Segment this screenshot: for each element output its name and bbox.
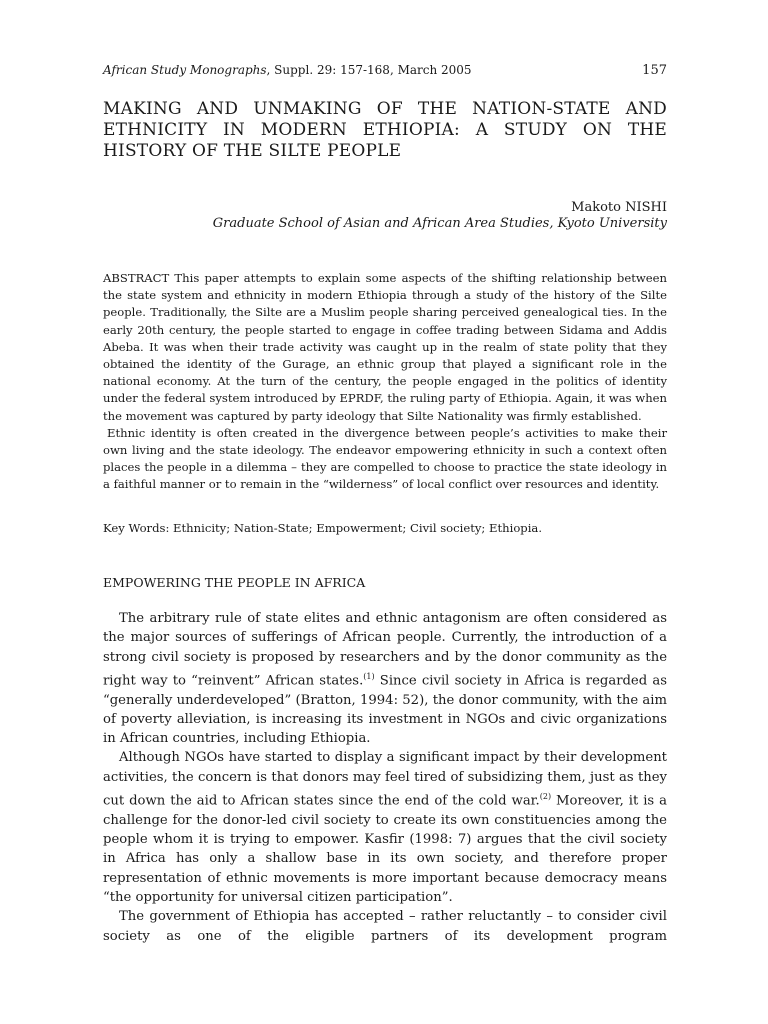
author-name: Makoto NISHI [571,200,667,215]
paper-title: MAKING AND UNMAKING OF THE NATION-STATE AND ETHNICITY IN MODERN ETHIOPIA: A STUDY ON THE HISTORY OF THE SILTE PEOPLE [103,99,667,161]
body-text-span: Since civil society in Africa is regarded as “generally underdeveloped” (Bratton, 1994: 52), the donor community, with the aim of poverty alleviation, is increasing its investment in NGOs and civic organizations in African countries, including Ethiopia. [103,673,667,747]
abstract [103,270,667,494]
abstract-paragraph: ABSTRACT This paper attempts to explain some aspects of the shifting relationship between the state system and ethnicity in modern Ethiopia through a study of the history of the Silte people. Traditionally, the Silte are a Muslim people sharing perceived genealogical ties. In the early 20th century, the people started to engage in coffee trading between Sidama and Addis Abeba. It was when their trade activity was caught up in the realm of state polity that they obtained the identity of the Gurage, an ethnic group that played a significant role in the national economy. At the turn of the century, the people engaged in the politics of identity under the federal system introduced by EPRDF, the ruling party of Ethiopia. Again, it was when the movement was captured by party ideology that Silte Nationality was firmly established. [103,271,667,423]
keywords: Key Words: Ethnicity; Nation-State; Empowerment; Civil society; Ethiopia. [103,521,543,535]
author-affiliation: Graduate School of Asian and African Area Studies, Kyoto University [212,216,667,231]
body-paragraph [103,748,667,907]
footnote-ref: (2) [539,792,552,802]
page-number: 157 [642,63,667,78]
body-paragraph [103,609,667,748]
journal-name: African Study Monographs [103,63,267,77]
citation-details: , Suppl. 29: 157-168, March 2005 [266,63,472,77]
body-text-span: Although NGOs have started to display a significant impact by their development activities, the concern is that donors may feel tired of subsidizing them, just as they cut down the aid to African states since the end of the cold war. [103,750,667,809]
body-paragraph: The government of Ethiopia has accepted – rather reluctantly – to consider civil society as one of the eligible partners of its development program [103,909,667,944]
section-heading: EMPOWERING THE PEOPLE IN AFRICA [103,575,366,590]
abstract-paragraph: Ethnic identity is often created in the divergence between people’s activities to make their own living and the state ideology. The endeavor empowering ethnicity in such a context often places the people in a dilemma – they are compelled to choose to practice the state ideology in a faithful manner or to remain in the “wilderness” of local conflict over resources and identity. [103,425,667,492]
body-text [103,609,667,946]
running-head [103,63,667,78]
citation-line [103,63,472,78]
footnote-ref: (1) [363,671,375,681]
body-text-span: Moreover, it is a challenge for the donor-led civil society to create its own constituencies among the people whom it is trying to empower. Kasfir (1998: 7) argues that the civil society in Africa has only a shallow base in its own society, and therefore proper representation of ethnic movements is more important because democracy means “the opportunity for universal citizen participation”. [103,793,667,905]
body-text-span: The arbitrary rule of state elites and ethnic antagonism are often considered as the major sources of sufferings of African people. Currently, the introduction of a strong civil society is proposed by researchers and by the donor community as the right way to “reinvent” African states. [103,611,667,689]
